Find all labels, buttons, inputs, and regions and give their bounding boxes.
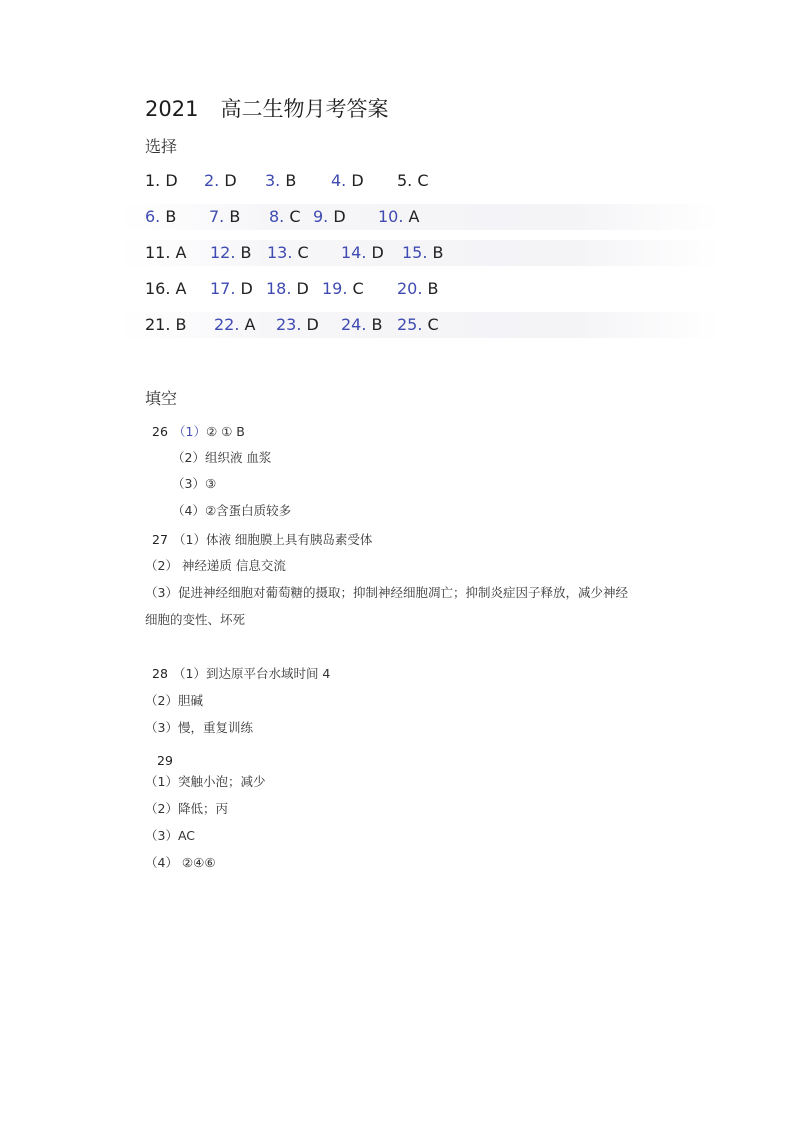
mc-answer-letter: D <box>296 279 309 298</box>
mc-row <box>120 312 720 338</box>
mc-answer <box>145 243 187 262</box>
mc-answer-letter: A <box>175 279 187 298</box>
q27-number: 27 <box>152 532 168 547</box>
mc-answer-letter: B <box>240 243 252 262</box>
q29-part1: （1）突触小泡；减少 <box>145 774 266 789</box>
mc-answer-letter: A <box>244 315 256 334</box>
mc-heading: 选择 <box>145 137 178 156</box>
mc-question-number: 12. <box>210 243 236 262</box>
mc-question-number: 21. <box>145 315 171 334</box>
mc-answer <box>276 315 319 334</box>
title-year: 2021 <box>145 97 199 121</box>
mc-answer <box>214 315 256 334</box>
mc-answer <box>266 279 309 298</box>
mc-answer-letter: B <box>285 171 297 190</box>
mc-question-number: 7. <box>209 207 225 226</box>
mc-row <box>120 204 720 230</box>
mc-answer <box>204 171 237 190</box>
q26-part4: （4）②含蛋白质较多 <box>172 503 292 518</box>
mc-question-number: 23. <box>276 315 302 334</box>
mc-question-number: 22. <box>214 315 240 334</box>
mc-answer <box>145 315 187 334</box>
mc-answer <box>402 243 444 262</box>
mc-answer-letter: A <box>408 207 420 226</box>
mc-question-number: 11. <box>145 243 171 262</box>
q26-part2: （2）组织液 血浆 <box>172 450 272 465</box>
mc-question-number: 16. <box>145 279 171 298</box>
q29-part2: （2）降低；丙 <box>145 801 228 816</box>
mc-answer <box>322 279 364 298</box>
q28-part1: （1）到达原平台水域时间 4 <box>173 666 331 681</box>
mc-answer-letter: D <box>165 171 178 190</box>
mc-question-number: 17. <box>210 279 236 298</box>
mc-row <box>0 168 794 194</box>
mc-question-number: 9. <box>313 207 329 226</box>
mc-question-number: 19. <box>322 279 348 298</box>
q29-part4: （4） ②④⑥ <box>145 855 216 870</box>
mc-answer <box>313 207 346 226</box>
q27-part2: （2） 神经递质 信息交流 <box>145 558 286 573</box>
mc-question-number: 13. <box>267 243 293 262</box>
mc-answer-letter: D <box>240 279 253 298</box>
mc-answer-letter: C <box>297 243 309 262</box>
mc-answer <box>378 207 420 226</box>
mc-answer-letter: D <box>224 171 237 190</box>
q28-part3: （3）慢，重复训练 <box>145 720 253 735</box>
mc-answer-letter: C <box>427 315 439 334</box>
mc-answer-letter: B <box>175 315 187 334</box>
q27-part3: （3）促进神经细胞对葡萄糖的摄取；抑制神经细胞凋亡；抑制炎症因子释放，减少神经 <box>145 585 628 600</box>
mc-answer-letter: C <box>352 279 364 298</box>
mc-question-number: 1. <box>145 171 161 190</box>
mc-question-number: 15. <box>402 243 428 262</box>
mc-question-number: 25. <box>397 315 423 334</box>
mc-answer <box>331 171 364 190</box>
mc-answer-letter: C <box>289 207 301 226</box>
mc-answer-letter: B <box>371 315 383 334</box>
mc-answer-letter: B <box>427 279 439 298</box>
mc-answer <box>145 171 178 190</box>
mc-question-number: 2. <box>204 171 220 190</box>
mc-row <box>120 240 720 266</box>
mc-answer <box>397 171 429 190</box>
mc-question-number: 14. <box>341 243 367 262</box>
mc-answer-letter: C <box>417 171 429 190</box>
q28-part2: （2）胆碱 <box>145 693 203 708</box>
mc-question-number: 20. <box>397 279 423 298</box>
mc-question-number: 4. <box>331 171 347 190</box>
mc-answer-letter: D <box>371 243 384 262</box>
mc-answer-letter: B <box>432 243 444 262</box>
mc-answer <box>397 279 439 298</box>
mc-question-number: 10. <box>378 207 404 226</box>
mc-answer-letter: A <box>175 243 187 262</box>
mc-question-number: 8. <box>269 207 285 226</box>
mc-answer <box>210 243 252 262</box>
mc-question-number: 3. <box>265 171 281 190</box>
mc-question-number: 18. <box>266 279 292 298</box>
mc-question-number: 6. <box>145 207 161 226</box>
mc-answer <box>145 279 187 298</box>
mc-question-number: 5. <box>397 171 413 190</box>
page-title <box>145 93 388 123</box>
mc-answer <box>265 171 296 190</box>
title-text: 高二生物月考答案 <box>220 97 389 121</box>
mc-answer <box>267 243 309 262</box>
mc-answer <box>397 315 439 334</box>
q26-part1-text: ② ① B <box>205 424 245 439</box>
q28-line1 <box>152 663 330 682</box>
mc-question-number: 24. <box>341 315 367 334</box>
mc-answer-letter: B <box>229 207 241 226</box>
q26-number: 26 <box>152 424 168 439</box>
q27-part1: （1）体液 细胞膜上具有胰岛素受体 <box>173 532 373 547</box>
q28-number: 28 <box>152 666 168 681</box>
mc-answer <box>210 279 253 298</box>
mc-answer <box>341 243 384 262</box>
mc-answer <box>269 207 301 226</box>
mc-answer <box>145 207 176 226</box>
q26-part1-label: （1） <box>173 424 206 439</box>
fill-heading: 填空 <box>145 389 178 408</box>
mc-answer <box>209 207 240 226</box>
mc-answer-letter: D <box>351 171 364 190</box>
mc-answer-letter: D <box>333 207 346 226</box>
q27-part3-continued: 细胞的变性、坏死 <box>145 612 246 627</box>
q26-line1 <box>152 421 245 440</box>
q26-part3: （3）③ <box>172 476 217 491</box>
mc-answer-letter: D <box>306 315 319 334</box>
q27-line1 <box>152 529 372 548</box>
mc-answer <box>341 315 383 334</box>
mc-answer-letter: B <box>165 207 177 226</box>
q29-number: 29 <box>157 753 173 768</box>
q29-part3: （3）AC <box>145 828 196 843</box>
mc-row <box>0 276 794 302</box>
